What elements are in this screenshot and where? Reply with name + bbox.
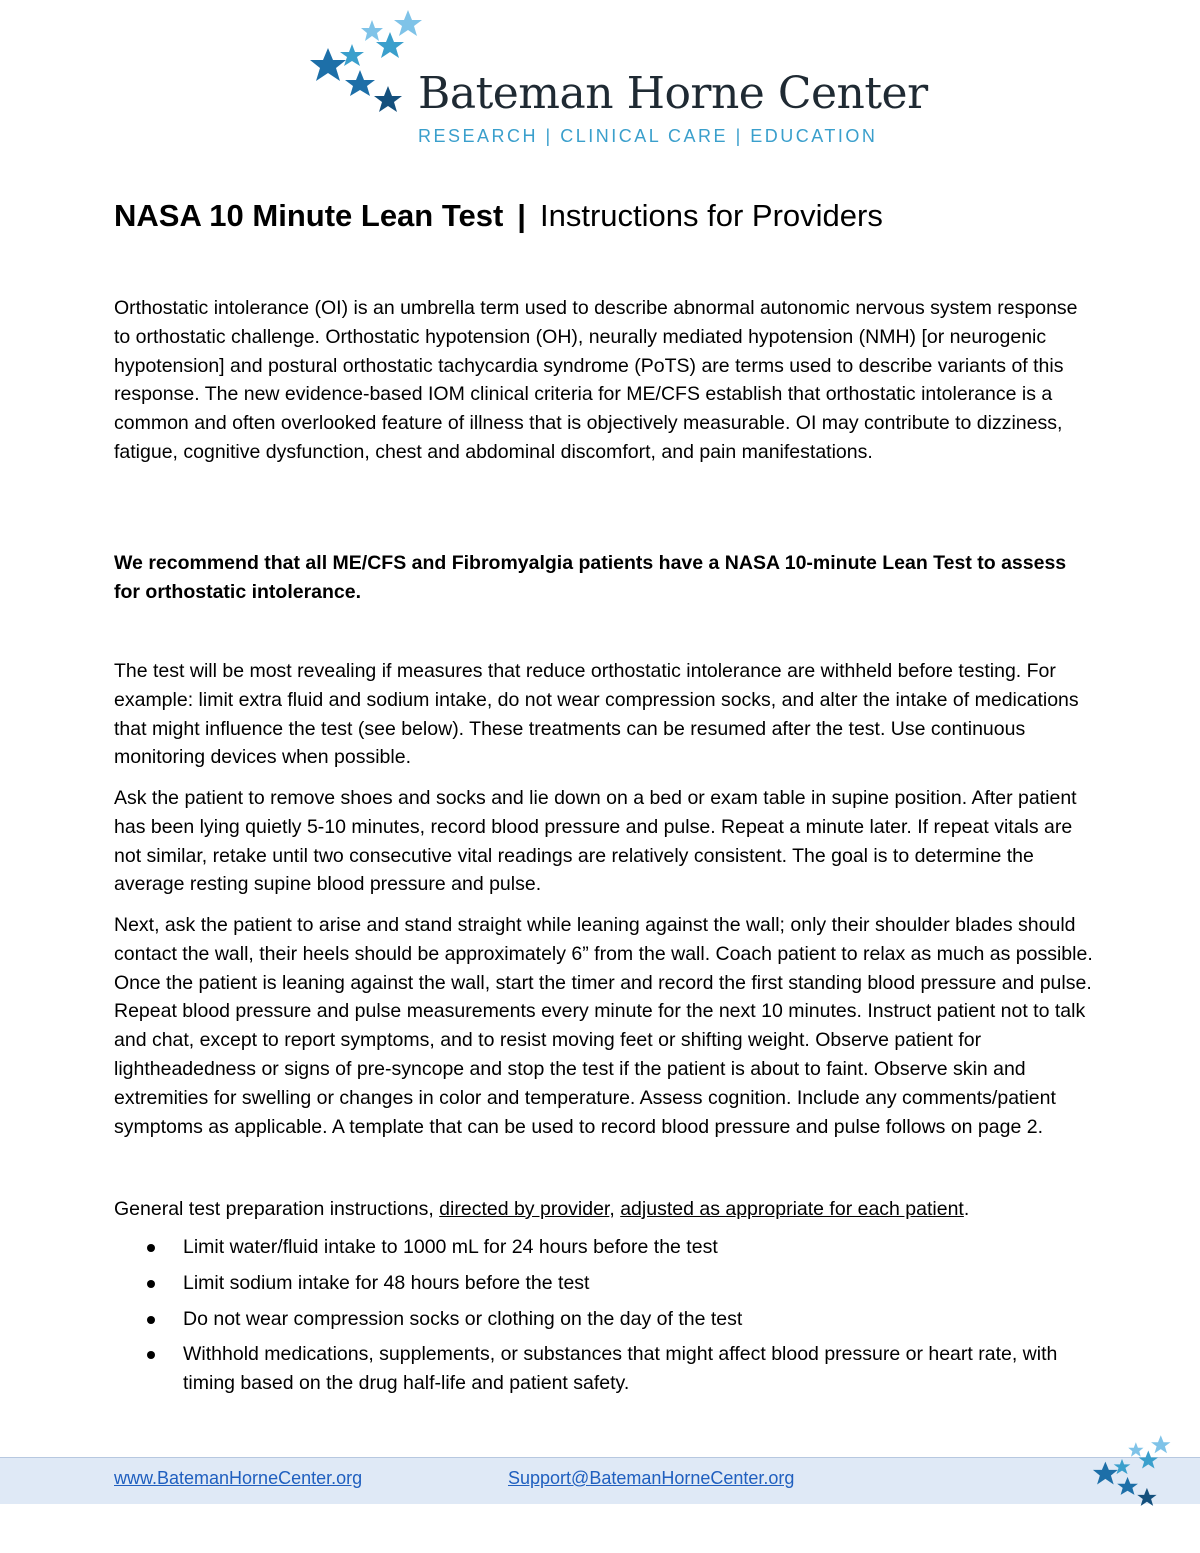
prep-intro xyxy=(114,1198,969,1221)
website-link[interactable]: www.BatemanHorneCenter.org xyxy=(114,1468,363,1488)
bullet-icon xyxy=(147,1280,155,1288)
list-item-text: Limit sodium intake for 48 hours before the test xyxy=(183,1271,590,1294)
standing-paragraph: Next, ask the patient to arise and stand straight while leaning against the wall; only their shoulder blades should contact the wall, their heels should be approximately 6” from the wall. Coach patient to relax as much as possible. Once the patient is leaning against the wall, start the timer and record the first standing blood pressure and pulse. Repeat blood pressure and pulse measurements every minute for the next 10 minutes. Instruct patient not to talk and chat, except to report symptoms, and to resist moving feet or shifting weight. Observe patient for lightheadedness or signs of pre-syncope and stop the test if the patient is about to faint. Observe skin and extremities for swelling or changes in color and temperature. Assess cognition. Include any comments/patient symptoms as applicable. A template that can be used to record blood pressure and pulse follows on page 2. xyxy=(114,914,1093,1138)
prep-intro-end: . xyxy=(963,1198,970,1220)
stars-icon xyxy=(300,8,430,118)
org-tagline: RESEARCH | CLINICAL CARE | EDUCATION xyxy=(418,126,878,146)
list-item xyxy=(114,1305,1094,1334)
list-item xyxy=(114,1233,1094,1262)
list-item-text: Limit water/fluid intake to 1000 mL for 24 hours before the test xyxy=(183,1236,718,1258)
intro-paragraph: Orthostatic intolerance (OI) is an umbrella term used to describe abnormal autonomic nervous system response to orthostatic challenge. Orthostatic hypotension (OH), neurally mediated hypotension (NMH) [or neurogenic hypotension] and postural orthostatic tachycardia syndrome (PoTS) are terms used to describe variants of this response. The new evidence-based IOM clinical criteria for ME/CFS establish that orthostatic intolerance is a common and often overlooked feature of illness that is objectively measurable. OI may contribute to dizziness, fatigue, cognitive dysfunction, chest and abdominal discomfort, and pain manifestations. xyxy=(114,297,1078,463)
prep-intro-adjusted: adjusted as appropriate for each patient xyxy=(620,1198,964,1220)
footer-stars-icon xyxy=(1086,1432,1176,1512)
prep-intro-start: General test preparation instructions, xyxy=(114,1198,440,1220)
header-logo xyxy=(300,8,928,158)
supine-paragraph: Ask the patient to remove shoes and socks and lie down on a bed or exam table in supine position. After patient has been lying quietly 5-10 minutes, record blood pressure and pulse. Repeat a minute later. If repeat vitals are not similar, retake until two consecutive vital readings are relatively consistent. The goal is to determine the average resting supine blood pressure and pulse. xyxy=(114,787,1077,896)
bullet-icon xyxy=(147,1351,155,1359)
org-name: Bateman Horne Center xyxy=(418,68,928,119)
support-email-link[interactable]: Support@BatemanHorneCenter.org xyxy=(508,1468,795,1488)
revealing-paragraph: The test will be most revealing if measures that reduce orthostatic intolerance are withheld before testing. For example: limit extra fluid and sodium intake, do not wear compression socks, and alter the intake of medications that might influence the test (see below). These treatments can be resumed after the test. Use continuous monitoring devices when possible. xyxy=(114,660,1079,769)
title-main: NASA 10 Minute Lean Test xyxy=(114,198,504,233)
recommendation-paragraph: We recommend that all ME/CFS and Fibromyalgia patients have a NASA 10-minute Lean Test to assess for orthostatic intolerance. xyxy=(114,552,1067,603)
list-item xyxy=(114,1269,1094,1298)
list-item-text: Do not wear compression socks or clothing on the day of the test xyxy=(183,1307,743,1330)
title-separator: | xyxy=(517,198,526,233)
prep-intro-directed: directed by provider xyxy=(439,1198,610,1220)
prep-intro-comma: , xyxy=(609,1198,621,1220)
bullet-icon xyxy=(147,1316,155,1324)
title-subtitle: Instructions for Providers xyxy=(539,198,883,233)
bullet-icon xyxy=(147,1244,155,1252)
page-title xyxy=(114,198,883,234)
list-item xyxy=(114,1340,1094,1398)
prep-list xyxy=(114,1233,1094,1405)
list-item-text: Withhold medications, supplements, or substances that might affect blood pressure or heart rate, with timing based on the drug half-life and patient safety. xyxy=(183,1343,1058,1395)
